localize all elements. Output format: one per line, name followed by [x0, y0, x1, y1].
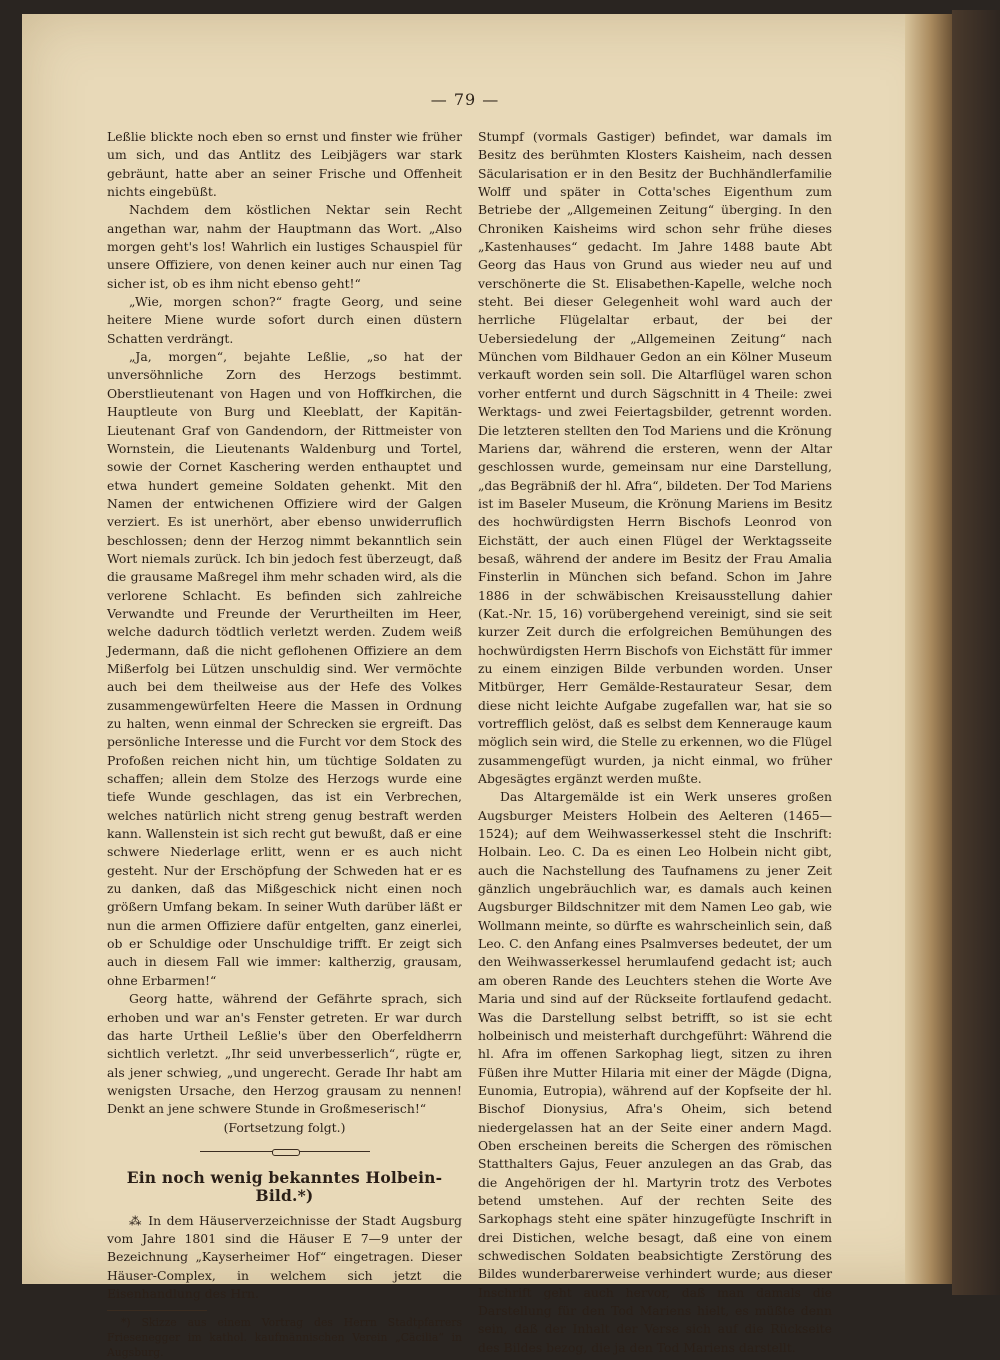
paragraph: „Ja, morgen“, bejahte Leßlie, „so hat der unversöhnliche Zorn des Herzogs bestimmt. Oberstlieutenant von Hagen und von Hoffkirchen, die Hauptleute von Burg und Kleeblatt, der Kapitän-Lieutenant Graf von Gandendorn, der Rittmeister von Wornstein, die Lieutenants Waldenburg und Tortel, sowie der Cornet Kaschering werden enthauptet und etwa hundert gemeine Soldaten gehenkt. Mit den Namen der entwichenen Offiziere wird der Galgen verziert. Es ist unerhört, aber ebenso unwiderruflich beschlossen; denn der Herzog nimmt bekanntlich sein Wort niemals zurück. Ich bin jedoch fest überzeugt, daß die grausame Maßregel ihm mehr schaden wird, als die verlorene Schlacht. Es befinden sich zahlreiche Verwandte und Freunde der Verurtheilten im Heer, welche dadurch tödtlich verletzt werden. Zudem weiß Jedermann, daß die nicht geflohenen Offiziere an dem Mißerfolg bei Lützen unschuldig sind. Wer vermöchte auch bei dem theilweise aus der Hefe des Volkes zusammengewürfelten Heere die Massen in Ordnung zu halten, wenn einmal der Schrecken sie ergreift. Das persönliche Interesse und die Furcht vor dem Stock des Profoßen reichen nicht hin, um tüchtige Soldaten zu schaffen; allein dem Stolze des Herzogs wurde eine tiefe Wunde geschlagen, das ist ein Verbrechen, welches natürlich nicht streng genug bestraft werden kann. Wallenstein ist sich recht gut bewußt, daß er eine schwere Niederlage erlitt, wenn er es auch nicht gesteht. Nur der Erschöpfung der Schweden hat er es zu danken, daß das Mißgeschick nicht einen noch größern Umfang bekam. In seiner Wuth darüber läßt er nun die armen Offiziere dafür entgelten, ganz einerlei, ob er Schuldige oder Unschuldige trifft. Er zeigt sich auch in diesem Fall wie immer: kaltherzig, grausam, ohne Erbarmen!“: [107, 349, 462, 988]
footnote: *) Skizze aus einem Vortrag des Herrn Stadtpfarrers Friesenegger im kathol. kaufmännischen Verein „Cäcilia“ in Augsburg.: [107, 1316, 462, 1360]
paragraph: Georg hatte, während der Gefährte sprach, sich erhoben und war an's Fenster getreten. Er war durch das harte Urtheil Leßlie's über den Oberfeldherrn sichtlich verletzt. „Ihr seid unverbesserlich“, rügte er, als jener schwieg, „und ungerecht. Gerade Ihr habt am wenigsten Ursache, den Herzog grausam zu nennen! Denkt an jene schwere Stunde in Großmeserisch!“: [107, 991, 462, 1117]
ornamental-divider: [200, 1149, 370, 1155]
paragraph: Nachdem dem köstlichen Nektar sein Recht angethan war, nahm der Hauptmann das Wort. „Also morgen geht's los! Wahrlich ein lustiges Schauspiel für unsere Offiziere, von denen keiner auch nur einen Tag sicher ist, ob es ihm nicht ebenso geht!“: [107, 202, 462, 291]
article-title: Ein noch wenig bekanntes Holbein-Bild.*): [126, 1167, 443, 1206]
article-intro: ⁂ In dem Häuserverzeichnisse der Stadt Augsburg vom Jahre 1801 sind die Häuser E 7—9 unter der Bezeichnung „Kayserheimer Hof“ eingetragen. Dieser Häuser-Complex, in welchem sich jetzt die Eisenhandlung des Hrn.: [107, 1212, 462, 1301]
paragraph: „Wie, morgen schon?“ fragte Georg, und seine heitere Miene wurde sofort durch einen düstern Schatten verdrängt.: [107, 294, 462, 346]
paragraph: Das Altargemälde ist ein Werk unseres großen Augsburger Meisters Holbein des Aelteren (1465—1524); auf dem Weihwasserkessel steht die Inschrift: Holbain. Leo. C. Da es einen Leo Holbein nicht gibt, auch die Nachstellung des Taufnamens zu jener Zeit gänzlich ungebräuchlich war, es damals auch keinen Augsburger Bildschnitzer mit dem Namen Leo gab, wie Wollmann meinte, so dürfte es wahrscheinlich sein, daß Leo. C. den Anfang eines Psalmverses bedeutet, der um den Weihwasserkessel herumlaufend gedacht ist; auch am oberen Rande des Leuchters stehen die Worte Ave Maria und sind auf der Rückseite fortlaufend gedacht. Was die Darstellung selbst betrifft, so ist sie echt holbeinisch und meisterhaft durchgeführt: Während die hl. Afra im offenen Sarkophag liegt, sitzen zu ihren Füßen ihre Mutter Hilaria mit einer der Mägde (Digna, Eunomia, Eutropia), während auf der Kopfseite der hl. Bischof Dionysius, Afra's Oheim, sich betend niedergelassen hat an der Seite einer andern Magd. Oben erscheinen bereits die Schergen des römischen Statthalters Gajus, Feuer anzulegen an das Grab, das die Angehörigen der hl. Martyrin trotz des Verbotes betend umstehen. Auf der rechten Seite des Sarkophags steht eine später hinzugefügte Inschrift in drei Distichen, welche besagt, daß eine von einem schwedischen Soldaten beabsichtigte Zerstörung des Bildes wunderbarerweise verhindert wurde; aus dieser Inschrift geht auch hervor, daß man damals die Darstellung für den Tod Mariens hielt, es müßte denn sein, daß der Inhalt der Verse sich auf die Rückseite des Bildes bezog, die ja den Tod Mariens darstellt.: [478, 789, 832, 1355]
book-edge: [952, 10, 1000, 1295]
right-column: [478, 128, 832, 1357]
paragraph: Stumpf (vormals Gastiger) befindet, war damals im Besitz des berühmten Klosters Kaisheim, nach dessen Säcularisation er in den Besitz der Buchhändlerfamilie Wolff und später in Cotta'sches Eigenthum zum Betriebe der „Allgemeinen Zeitung“ überging. In den Chroniken Kaisheims wird schon sehr frühe dieses „Kastenhauses“ gedacht. Im Jahre 1488 baute Abt Georg das Haus von Grund aus wieder neu auf und verschönerte die St. Elisabethen-Kapelle, welche noch steht. Bei dieser Gelegenheit wohl ward auch der herrliche Flügelaltar erbaut, der bei der Uebersiedelung der „Allgemeinen Zeitung“ nach München vom Bildhauer Gedon an ein Kölner Museum verkauft worden sein soll. Die Altarflügel waren schon vorher entfernt und durch Sägschnitt in 4 Theile: zwei Werktags- und zwei Feiertagsbilder, getrennt worden. Die letzteren stellten den Tod Mariens und die Krönung Mariens dar, während die ersteren, wenn der Altar geschlossen wurde, gemeinsam nur eine Darstellung, „das Begräbniß der hl. Afra“, bildeten. Der Tod Mariens ist im Baseler Museum, die Krönung Mariens im Besitz des hochwürdigsten Herrn Bischofs Leonrod von Eichstätt, der auch einen Flügel der Werktagsseite besaß, während der andere im Besitz der Frau Amalia Finsterlin in München sich befand. Schon im Jahre 1886 in der schwäbischen Kreisausstellung dahier (Kat.-Nr. 15, 16) vorübergehend vereinigt, sind sie seit kurzer Zeit durch die erfolgreichen Bemühungen des hochwürdigsten Herrn Bischofs von Eichstätt für immer zu einem einzigen Bilde verbunden worden. Unser Mitbürger, Herr Gemälde-Restaurateur Sesar, dem diese nicht leichte Aufgabe zugefallen war, hat sie so vortrefflich gelöst, daß es selbst dem Kennerauge kaum möglich sein wird, die Stelle zu erkennen, wo die Flügel zusammengefügt wurden, ja nicht einmal, wo früher Abgesägtes ergänzt werden mußte.: [478, 129, 832, 787]
paragraph: Leßlie blickte noch eben so ernst und finster wie früher um sich, und das Antlitz des Leibjägers war stark gebräunt, hatte aber an seiner Frische und Offenheit nichts eingebüßt.: [107, 129, 462, 200]
page-gutter: [905, 14, 952, 1284]
left-column: [107, 128, 462, 1360]
footnote-separator: [107, 1310, 207, 1311]
page-number: — 79 —: [430, 90, 500, 109]
continuation-note: (Fortsetzung folgt.): [223, 1119, 346, 1135]
